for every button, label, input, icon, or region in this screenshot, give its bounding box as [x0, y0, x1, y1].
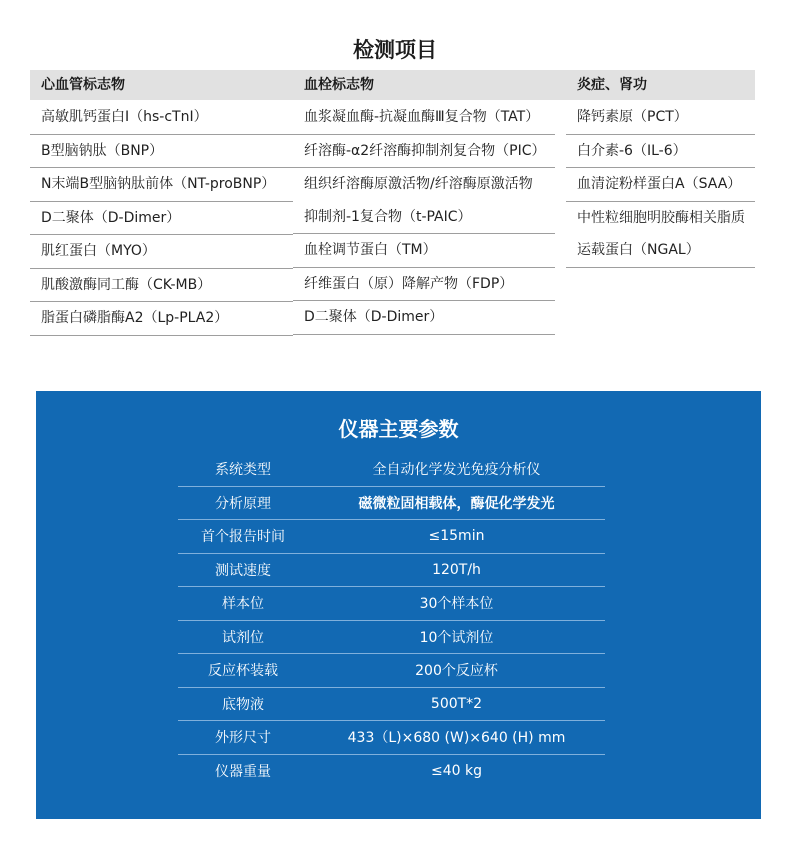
list-item: 纤维蛋白（原）降解产物（FDP） — [293, 268, 555, 302]
spec-key: 仪器重量 — [215, 763, 271, 780]
list-item: 抑制剂-1复合物（t-PAIC） — [293, 201, 555, 235]
list-item: 中性粒细胞明胶酶相关脂质 — [577, 209, 745, 226]
specs-table — [178, 453, 605, 787]
list-item: 肌红蛋白（MYO） — [30, 235, 293, 269]
header-cardiovascular: 心血管标志物 — [41, 77, 125, 93]
spec-key: 系统类型 — [215, 462, 271, 479]
spec-value: 磁微粒固相载体，酶促化学发光 — [358, 495, 555, 512]
table-row — [178, 487, 605, 521]
spec-value: 200个反应杯 — [415, 663, 498, 680]
list-item: 纤溶酶-α2纤溶酶抑制剂复合物（PIC） — [293, 135, 555, 169]
list-item: 肌酸激酶同工酶（CK-MB） — [30, 269, 293, 303]
list-item: 血清淀粉样蛋白A（SAA） — [566, 168, 755, 202]
list-item: 降钙素原（PCT） — [566, 101, 755, 135]
spec-key: 底物液 — [222, 696, 264, 713]
spec-value: 433（L)×680 (W)×640 (H) mm — [347, 730, 566, 747]
spec-value: ≤40 kg — [431, 762, 482, 779]
list-item: 血栓调节蛋白（TM） — [293, 234, 555, 268]
spec-key: 外形尺寸 — [215, 730, 271, 747]
list-item: N末端B型脑钠肽前体（NT-proBNP） — [30, 168, 293, 202]
spec-key: 首个报告时间 — [201, 529, 285, 546]
table-row — [178, 755, 605, 788]
list-item: 高敏肌钙蛋白I（hs-cTnI） — [30, 101, 293, 135]
spec-value: 10个试剂位 — [419, 629, 494, 646]
spec-key: 样本位 — [222, 596, 264, 613]
table-row — [178, 621, 605, 655]
inflammation-column — [566, 101, 755, 268]
list-item: 运载蛋白（NGAL） — [566, 234, 755, 268]
cardiovascular-column — [30, 101, 293, 336]
list-item: 脂蛋白磷脂酶A2（Lp-PLA2） — [30, 302, 293, 336]
list-item: D二聚体（D-Dimer） — [30, 202, 293, 236]
table-row — [178, 587, 605, 621]
detection-header — [30, 70, 755, 100]
table-row — [178, 721, 605, 755]
header-thrombus: 血栓标志物 — [304, 77, 374, 93]
table-row — [178, 688, 605, 722]
spec-key: 反应杯装载 — [208, 663, 278, 680]
spec-value: 30个样本位 — [419, 596, 494, 613]
list-item: D二聚体（D-Dimer） — [293, 301, 555, 335]
table-row — [178, 554, 605, 588]
list-item: B型脑钠肽（BNP） — [30, 135, 293, 169]
specs-title: 仪器主要参数 — [338, 417, 459, 441]
page-title: 检测项目 — [353, 38, 437, 62]
list-item: 血浆凝血酶-抗凝血酶Ⅲ复合物（TAT） — [293, 101, 555, 135]
spec-key: 测试速度 — [215, 562, 271, 579]
header-inflammation: 炎症、肾功 — [577, 77, 647, 93]
thrombus-column — [293, 101, 555, 335]
spec-value: 120T/h — [432, 561, 481, 578]
spec-value: 500T*2 — [430, 695, 483, 712]
spec-value: ≤15min — [428, 528, 485, 545]
spec-key: 试剂位 — [222, 629, 264, 646]
specs-panel — [36, 391, 761, 819]
list-item: 组织纤溶酶原激活物/纤溶酶原激活物 — [304, 176, 533, 192]
table-row — [178, 520, 605, 554]
spec-key: 分析原理 — [215, 495, 271, 512]
spec-value: 全自动化学发光免疫分析仪 — [372, 462, 541, 479]
list-item: 白介素-6（IL-6） — [566, 135, 755, 169]
table-row — [178, 654, 605, 688]
table-row — [178, 453, 605, 487]
